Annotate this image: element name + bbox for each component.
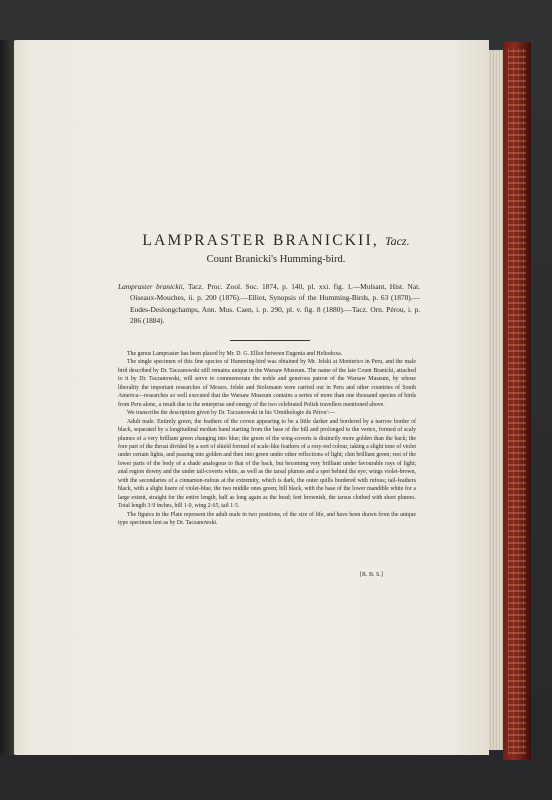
paragraph-4: Adult male. Entirely green, the feathers of the crown appearing to be a little darker and bordered by a narrow border of black, separated by a longitudinal median band starting from the base of the bill and prolonged to the vertex, formed of scaly plumes of a very brilliant green changing into blue; the green of the wing-coverts is distinctly more golden than the back; the fore part of the throat divided by a sort of shield formed of scale-like feathers of a rosy-red colour, taking a slight tone of violet under certain lights, and passing into golden and then into green under other reflections of light; chin brilliant green; rest of the lower parts of the body of a shade analogous to that of the back, but becoming very brilliant under favourable rays of light; anal region downy and the under tail-coverts white, as well as the tarsal plumes and a spot behind the eye; wings violet-brown, with the secondaries of a cinnamon-rufous at the extremity, which is dark, the outer quills bordered with rufous; tail-feathers black, with a slight lustre of violet-blue, the two middle ones green; bill black, with the base of the lower mandible white for a large extent, straight for the entire length, half as long again as the head; feet brownish, the tarsus clothed with short plumes. Total length 3·9 inches, bill 1·0, wing 2·65, tail 1·5.: [118, 418, 416, 510]
paragraph-3: We transcribe the description given by Dr. Taczanowski in his 'Ornithologie du Pérou':—: [127, 410, 336, 417]
species-authority: Tacz.: [385, 234, 410, 248]
species-name: LAMPRASTER BRANICKII,: [142, 232, 379, 249]
section-divider: [230, 340, 310, 341]
synonymy: [118, 281, 420, 326]
paragraph-1: The genus Lampraster has been placed by Mr. D. G. Elliot between Eugenia and Heliodoxa.: [127, 351, 343, 357]
synonymy-text: Tacz. Proc. Zool. Soc. 1874, p. 140, pl. xxi. fig. 1.—Mulsant, Hist. Nat. Oiseaux-Mouches, ii. p. 200 (1876).—Elliot, Synopsis of the Humming-Birds, p. 63 (1878).—Eudes-Deslongchamps, Ann. Mus. Caen, i. p. 290, pl. v. fig. 8 (1880).—Tacz. Orn. Pérou, i. p. 286 (1884).: [130, 282, 421, 325]
page-edges: [489, 50, 503, 750]
page-title: [0, 232, 552, 250]
paragraph-2: The single specimen of this fine species of Humming-bird was obtained by Mr. Jelski at Monterico in Peru, and the male bird described by Dr. Taczanowski still remains unique in the Warsaw Museum. The name of the late Count Branicki, attached to it by Dr. Taczanowski, will serve to commemorate the noble and generous patron of the Warsaw Museum, by whose liberality the important researches of Messrs. Jelski and Stolzmann were carried out in Peru and other countries of South America—researches so well executed that the Warsaw Museum contains a series of more than one thousand species of birds from Peru alone, a result due to the enterprise and energy of the two celebrated Polish travellers mentioned above.: [118, 359, 416, 408]
synonymy-name: Lampraster branickii,: [118, 282, 185, 291]
body-text: [118, 350, 416, 528]
paragraph-5: The figures in the Plate represent the adult male in two positions, of the size of life, and have been drawn from the unique type specimen lent as by Dr. Taczanowski.: [118, 511, 416, 527]
signature: [R. B. S.]: [360, 572, 383, 578]
common-name: Count Branicki's Humming-bird.: [206, 254, 346, 265]
cover-pattern: [508, 48, 526, 754]
